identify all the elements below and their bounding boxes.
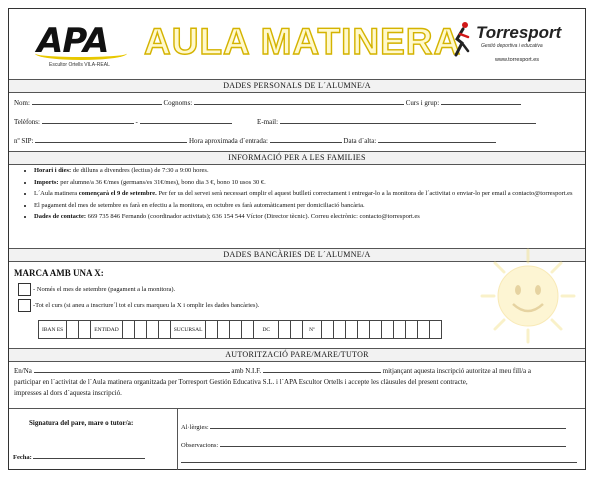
- iban-digit[interactable]: [67, 321, 79, 339]
- authorization-line-3: impresses al dors d´aquesta inscripció.: [14, 389, 122, 397]
- iban-digit[interactable]: [79, 321, 91, 339]
- account-digit[interactable]: [405, 321, 417, 339]
- account-digit[interactable]: [417, 321, 429, 339]
- checkbox-full-course[interactable]: [18, 299, 31, 312]
- authorization-clause: mitjançant aquesta inscripció autoritze al meu fill/a a: [382, 367, 531, 375]
- label-sip: nº SIP:: [14, 137, 34, 145]
- apa-logo: [31, 19, 131, 75]
- label-curs: Curs i grup:: [405, 99, 440, 107]
- info-imports-text: per alumne/a 36 €/mes (germans/es 31€/mes), bono dia 3 €, bono 10 usos 30 €.: [58, 178, 266, 186]
- date-row: [13, 451, 145, 461]
- entitat-digit[interactable]: [134, 321, 146, 339]
- brand-name: Torresport: [476, 23, 562, 42]
- sucursal-label: SUCURSAL: [170, 321, 206, 339]
- option-september-label: - Només el mes de setembre (pagament a la monitora).: [33, 285, 176, 293]
- sucursal-digit[interactable]: [218, 321, 230, 339]
- info-inici-date: començarà el 9 de setembre.: [78, 190, 157, 198]
- label-nom: Nom:: [14, 99, 30, 107]
- account-digit[interactable]: [429, 321, 441, 339]
- account-digit[interactable]: [393, 321, 405, 339]
- row-sip: [14, 135, 496, 145]
- section-personal: DADES PERSONALS DE L´ALUMNE/A: [9, 79, 585, 93]
- allergies-row: [181, 421, 566, 431]
- field-sip[interactable]: [35, 135, 187, 143]
- account-number-label: Nº: [303, 321, 322, 339]
- sucursal-digit[interactable]: [230, 321, 242, 339]
- label-telefons: Telèfons:: [14, 118, 40, 126]
- signature-box: [9, 408, 178, 470]
- authorization-text: [14, 365, 578, 399]
- mark-instruction: MARCA AMB UNA X:: [14, 268, 104, 278]
- label-data-alta: Data d´alta:: [343, 137, 377, 145]
- account-digit[interactable]: [381, 321, 393, 339]
- info-inici-prefix: L´Aula matinera: [34, 190, 79, 198]
- sucursal-digit[interactable]: [242, 321, 254, 339]
- field-observacions-2[interactable]: [181, 455, 577, 463]
- page-title: AULA MATINERA: [144, 21, 462, 62]
- section-bank: DADES BANCÀRIES DE L´ALUMNE/A: [9, 248, 585, 262]
- field-alergies[interactable]: [210, 421, 566, 429]
- field-hora[interactable]: [270, 135, 342, 143]
- observations-box: [177, 408, 585, 470]
- observations-row: [181, 439, 566, 449]
- field-fecha[interactable]: [33, 451, 145, 459]
- brand-subtitle: Gestió deportiva i educativa: [481, 43, 543, 49]
- entitat-label: ENTIDAD: [91, 321, 122, 339]
- entitat-digit[interactable]: [122, 321, 134, 339]
- info-inici-text: Per fer us del servei serà necessari omplir el aquest butlletí correctament i entregar-lo a la monitora de l´activitat o enviar-lo per email a contacto@torresport.es: [156, 190, 573, 198]
- field-cognoms[interactable]: [194, 97, 404, 105]
- label-nif: amb N.I.F.: [231, 367, 262, 375]
- dc-label: DC: [254, 321, 279, 339]
- field-email[interactable]: [280, 116, 536, 124]
- brand-url: www.torresport.es: [495, 57, 540, 63]
- field-telefon-2[interactable]: [140, 116, 232, 124]
- label-fecha: Fecha:: [13, 454, 32, 461]
- info-list: [34, 166, 574, 224]
- label-observacions: Observacions:: [181, 442, 219, 449]
- option-full-course-label: -Tot el curs (si aneu a inscriure´l tot el curs marqueu la X i omplir les dades bancàries).: [33, 301, 260, 309]
- account-digit[interactable]: [357, 321, 369, 339]
- info-horari-label: Horari i dies:: [34, 167, 72, 174]
- info-pagament-text: El pagament del mes de setembre es farà en efectiu a la monitora, en octubre es farà automàticament per domiciliació bancària.: [34, 201, 365, 209]
- account-digit[interactable]: [369, 321, 381, 339]
- runner-icon: [450, 21, 472, 59]
- account-digit[interactable]: [345, 321, 357, 339]
- entitat-digit[interactable]: [146, 321, 158, 339]
- info-item-horari: [34, 166, 574, 176]
- field-telefon-1[interactable]: [42, 116, 134, 124]
- sucursal-digit[interactable]: [206, 321, 218, 339]
- dc-digit[interactable]: [291, 321, 303, 339]
- info-item-pagament: [34, 201, 574, 211]
- signature-label: Signatura del pare, mare o tutor/a:: [29, 419, 134, 427]
- label-email: E-mail:: [257, 118, 279, 126]
- field-nom[interactable]: [32, 97, 162, 105]
- apa-logo-text: APA: [37, 21, 109, 61]
- section-authorization: AUTORITZACIÓ PARE/MARE/TUTOR: [9, 348, 585, 362]
- info-item-contacte: [34, 212, 574, 222]
- option-september: [18, 283, 175, 296]
- label-cognoms: Cognoms:: [163, 99, 193, 107]
- apa-logo-swoosh: [35, 47, 127, 60]
- field-nif[interactable]: [263, 365, 381, 373]
- info-imports-label: Imports:: [34, 178, 59, 186]
- apa-logo-subtitle: Escultor Ortells VILA-REAL: [49, 62, 110, 68]
- info-item-inici: [34, 189, 574, 199]
- label-hora: Hora aproximada d´entrada:: [188, 137, 268, 145]
- account-digit[interactable]: [321, 321, 333, 339]
- account-digit[interactable]: [333, 321, 345, 339]
- checkbox-september[interactable]: [18, 283, 31, 296]
- option-full-course: [18, 299, 259, 312]
- field-parent-name[interactable]: [34, 365, 230, 373]
- telefons-separator: -: [135, 118, 138, 126]
- label-alergies: Al·lèrgies:: [181, 424, 209, 431]
- entitat-digit[interactable]: [158, 321, 170, 339]
- info-horari-text: de dilluns a divendres (lectius) de 7:30 a 9:00 hores.: [71, 167, 209, 174]
- row-contact: [14, 116, 536, 126]
- authorization-line-1: [14, 365, 578, 377]
- info-contacte-text: 669 735 846 Fernando (coordinador activitats); 636 154 544 Víctor (Director tècnic). Correu electrònic: contacto@torresport.es: [86, 213, 420, 221]
- form-frame: [8, 8, 586, 470]
- row-name: [14, 97, 521, 107]
- observations-row-2: [181, 455, 577, 465]
- info-contacte-label: Dades de contacte:: [34, 213, 86, 221]
- authorization-line-2: participar en l´activitat de l´Aula matinera organitzada per Torresport Gestión Educativa S.L. i l´APA Escultor Ortells i accepte les clàusules del present contracte,: [14, 378, 468, 386]
- section-info: INFORMACIÓ PER A LES FAMILIES: [9, 151, 585, 165]
- dc-digit[interactable]: [279, 321, 291, 339]
- field-curs[interactable]: [441, 97, 521, 105]
- label-en-na: En/Na: [14, 367, 32, 375]
- info-item-imports: [34, 178, 574, 188]
- bank-account-grid: [38, 320, 442, 339]
- field-data-alta[interactable]: [378, 135, 496, 143]
- form-header: [9, 9, 585, 77]
- iban-label: IBAN ES: [39, 321, 67, 339]
- sun-smiley-icon: [480, 248, 576, 344]
- field-observacions[interactable]: [220, 439, 566, 447]
